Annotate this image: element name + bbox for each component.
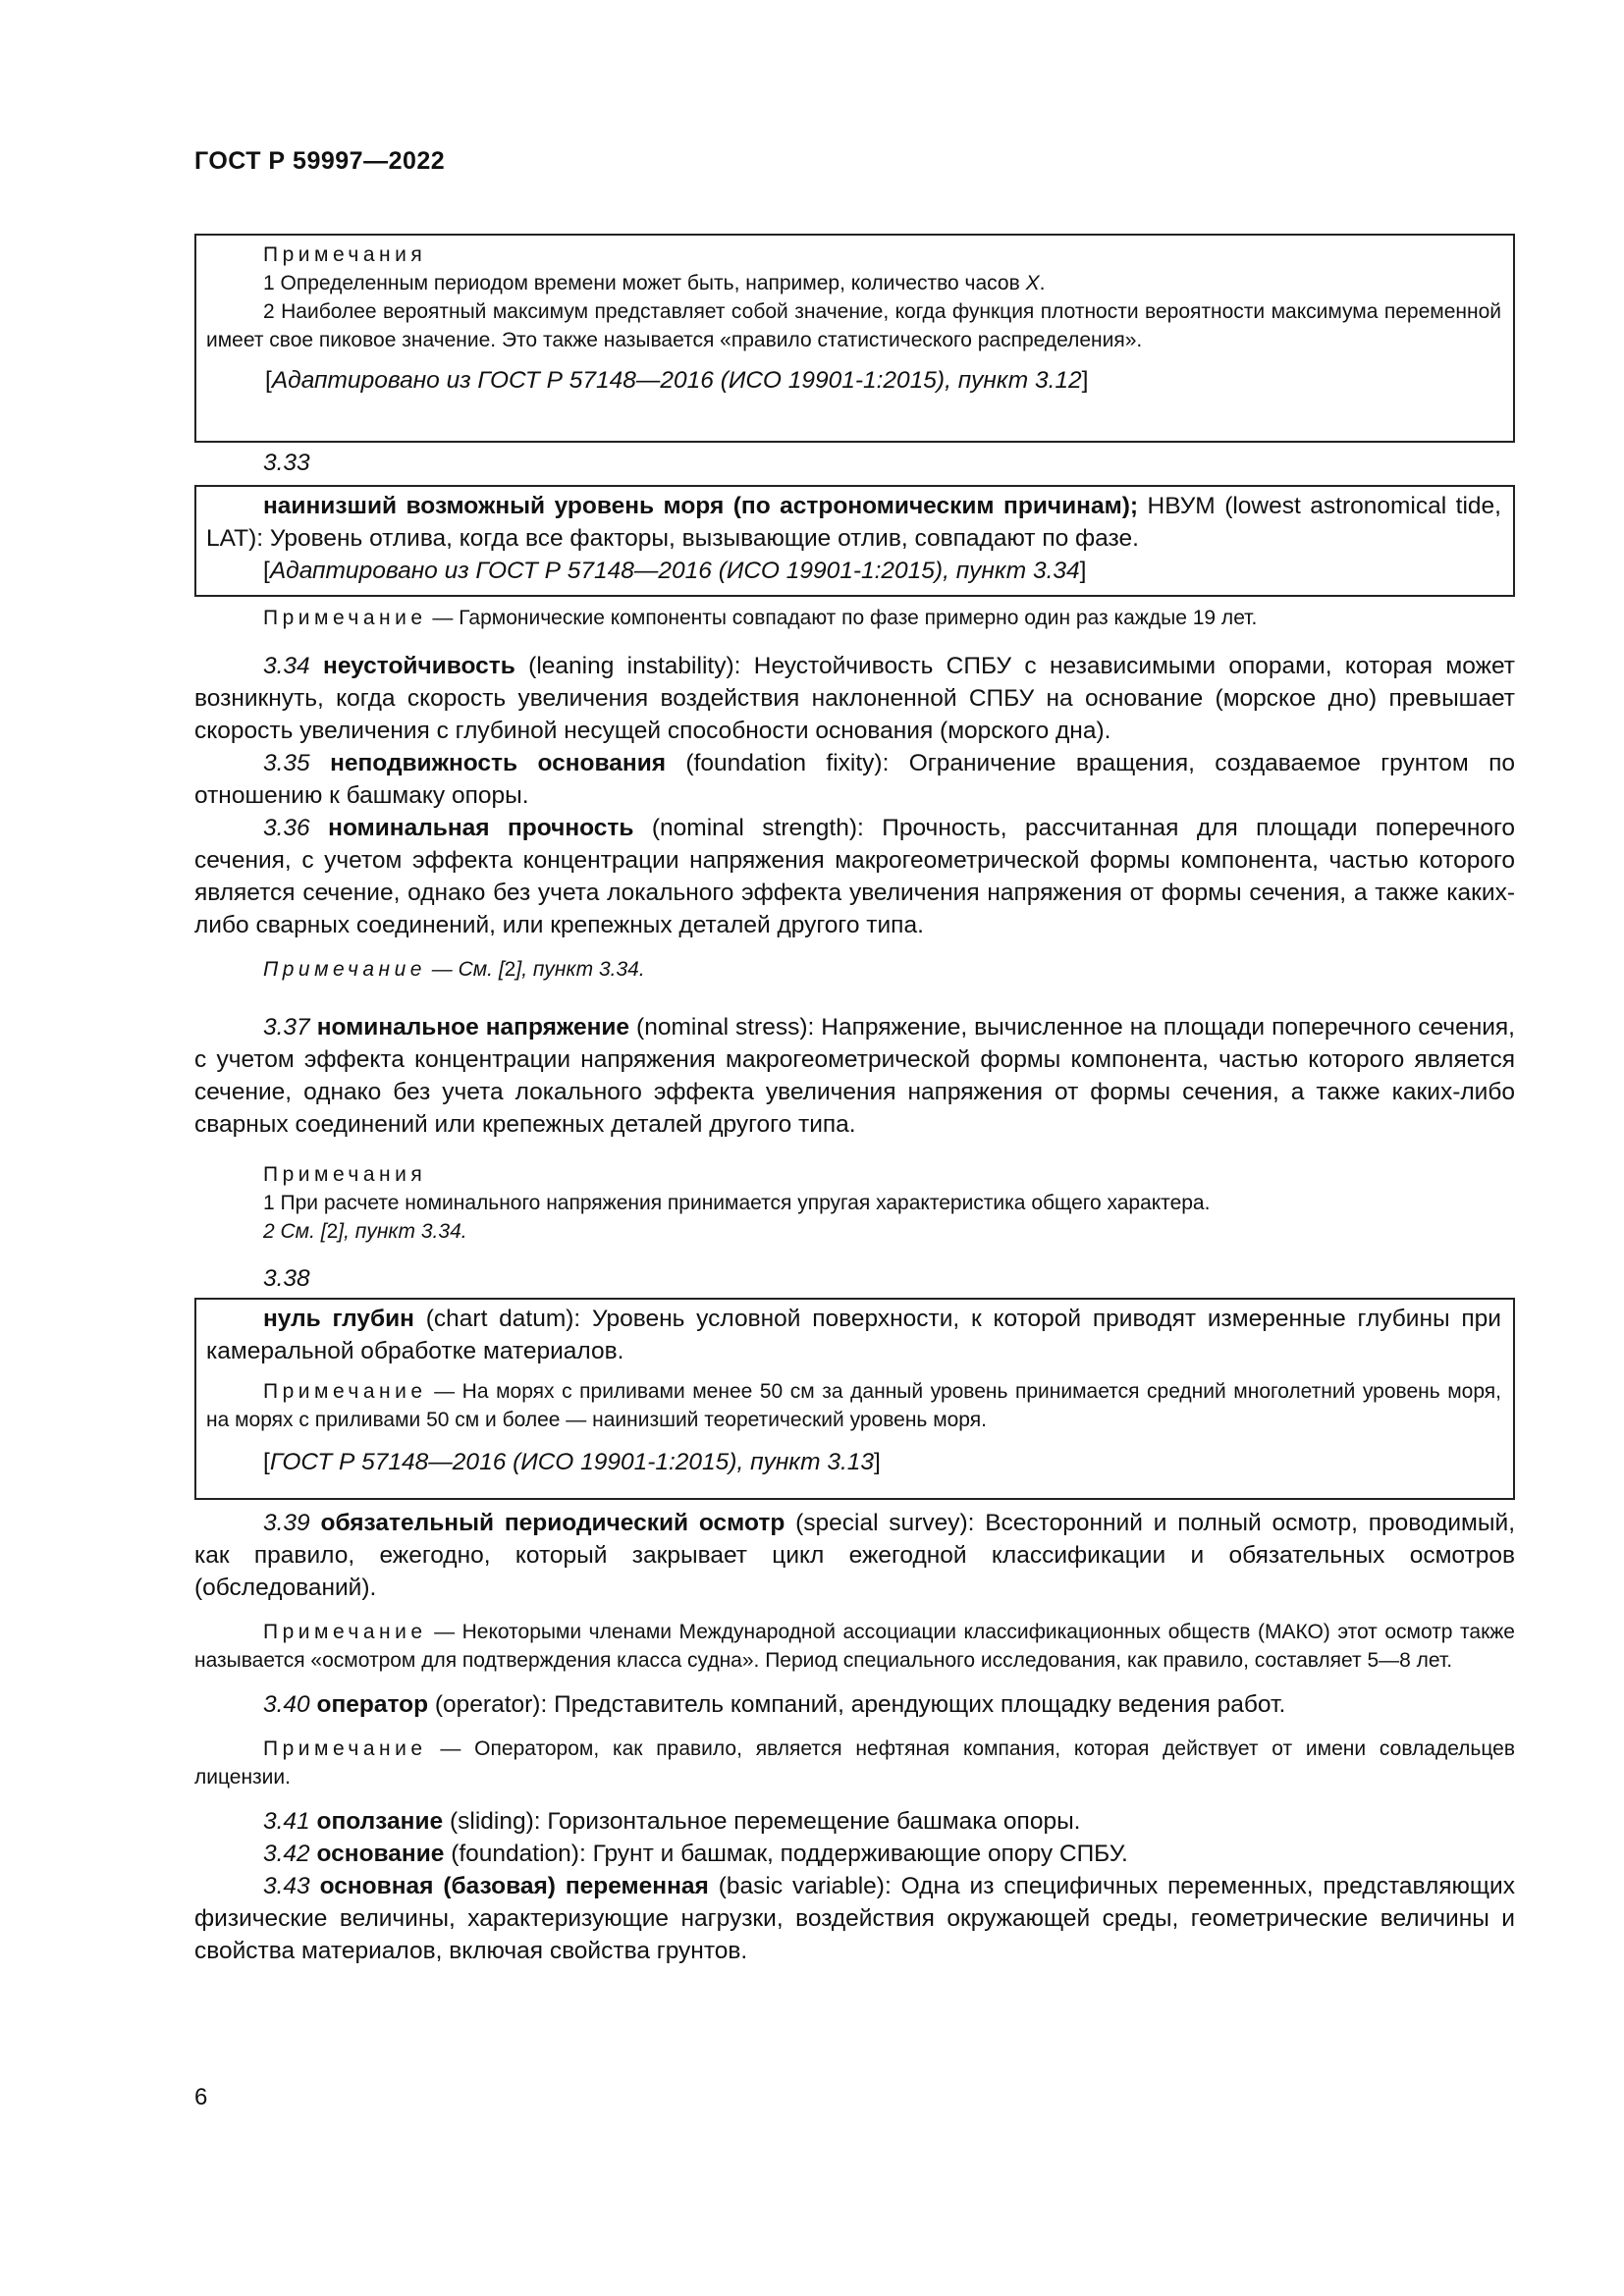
term-3-36-note: Примечание — См. [2], пункт 3.34. bbox=[263, 958, 645, 981]
term-3-35: 3.35 неподвижность основания (foundation fixity): Ограничение вращения, создаваемое грунтом по отношению к башмаку опоры. bbox=[194, 750, 1515, 809]
notes-box bbox=[194, 234, 1515, 443]
term-3-42: 3.42 основание (foundation): Грунт и башмак, поддерживающие опору СПБУ. bbox=[263, 1841, 1128, 1867]
source-citation: [Адаптировано из ГОСТ Р 57148—2016 (ИСО 19901-1:2015), пункт 3.12] bbox=[265, 367, 1089, 394]
terms-3-34-to-3-36 bbox=[194, 650, 1515, 984]
term-box-3-33 bbox=[194, 485, 1515, 597]
note-1: 1 Определенным периодом времени может быть, например, количество часов X. bbox=[263, 272, 1046, 294]
term-3-43: 3.43 основная (базовая) переменная (basic variable): Одна из специфичных переменных, представляющих физические величины, характеризующие нагрузки, воздействия окружающей среды, геометрические величины и свойства материалов, включая свойства грунтов. bbox=[194, 1873, 1515, 1964]
term-3-36: 3.36 номинальная прочность (nominal strength): Прочность, рассчитанная для площади поперечного сечения, с учетом эффекта концентрации напряжения макрогеометрической формы компонента, частью которого является сечение, однако без учета локального эффекта увеличения напряжения от формы сечения, а также каких-либо сварных соединений, или крепежных деталей другого типа. bbox=[194, 815, 1515, 938]
notes-title: Примечания bbox=[263, 243, 427, 266]
term-3-37: 3.37 номинальное напряжение (nominal stress): Напряжение, вычисленное на площади поперечного сечения, с учетом эффекта концентрации напряжения макрогеометрической формы компонента, частью которого является сечение, однако без учета локального эффекта увеличения напряжения от формы сечения, а также каких-либо сварных соединений или крепежных деталей другого типа. bbox=[194, 1014, 1515, 1138]
term-3-34: 3.34 неустойчивость (leaning instability): Неустойчивость СПБУ с независимыми опорами, которая может возникнуть, когда скорость увеличения воздействия наклоненной СПБУ на основание (морское дно) превышает скорость увеличения с глубиной несущей способности основания (морского дна). bbox=[194, 653, 1515, 744]
term-number-3-38: 3.38 bbox=[263, 1265, 310, 1292]
term-3-37-note-2: 2 См. [2], пункт 3.34. bbox=[263, 1220, 467, 1243]
term-3-39-note: Примечание — Некоторыми членами Международной ассоциации классификационных обществ (МАКО) этот осмотр также называется «осмотром для подтверждения класса судна». Период специального исследования, как правило, составляет 5—8 лет. bbox=[194, 1621, 1515, 1672]
term-3-41: 3.41 оползание (sliding): Горизонтальное перемещение башмака опоры. bbox=[263, 1808, 1081, 1835]
term-3-37-notes-title: Примечания bbox=[263, 1163, 427, 1186]
term-3-33-note: Примечание — Гармонические компоненты совпадают по фазе примерно один раз каждые 19 лет. bbox=[263, 607, 1258, 629]
term-3-37-note-1: 1 При расчете номинального напряжения принимается упругая характеристика общего характера. bbox=[263, 1192, 1211, 1214]
term-3-40: 3.40 оператор (operator): Представитель компаний, арендующих площадку ведения работ. bbox=[263, 1691, 1286, 1718]
term-3-37-block bbox=[194, 1011, 1515, 1246]
term-3-40-note: Примечание — Оператором, как правило, является нефтяная компания, которая действует от имени совладельцев лицензии. bbox=[194, 1737, 1515, 1789]
page-number: 6 bbox=[194, 2084, 208, 2110]
note-2: 2 Наиболее вероятный максимум представляет собой значение, когда функция плотности вероятности максимума переменной имеет свое пиковое значение. Это также называется «правило статистического распределения». bbox=[206, 300, 1501, 351]
term-3-38-source: [ГОСТ Р 57148—2016 (ИСО 19901-1:2015), пункт 3.13] bbox=[263, 1449, 881, 1475]
term-3-33-source: [Адаптировано из ГОСТ Р 57148—2016 (ИСО 19901-1:2015), пункт 3.34] bbox=[263, 558, 1087, 584]
term-box-3-38 bbox=[194, 1298, 1515, 1500]
term-number-3-33: 3.33 bbox=[263, 450, 310, 476]
term-3-38-definition: нуль глубин (chart datum): Уровень условной поверхности, к которой приводят измеренные глубины при камеральной обработке материалов. bbox=[206, 1306, 1501, 1364]
document-header: ГОСТ Р 59997—2022 bbox=[194, 147, 446, 175]
term-3-38-note: Примечание — На морях с приливами менее 50 см за данный уровень принимается средний многолетний уровень моря, на морях с приливами 50 см и более — наинизший теоретический уровень моря. bbox=[206, 1380, 1501, 1431]
term-3-33-definition: наинизший возможный уровень моря (по астрономическим причинам); НВУМ (lowest astronomical tide, LAT): Уровень отлива, когда все факторы, вызывающие отлив, совпадают по фазе. bbox=[206, 493, 1501, 552]
terms-3-39-to-3-43 bbox=[194, 1507, 1515, 1967]
term-3-39: 3.39 обязательный периодический осмотр (special survey): Всесторонний и полный осмотр, проводимый, как правило, ежегодно, который закрывает цикл ежегодной классификации и обязательных осмотров (обследований). bbox=[194, 1510, 1515, 1601]
